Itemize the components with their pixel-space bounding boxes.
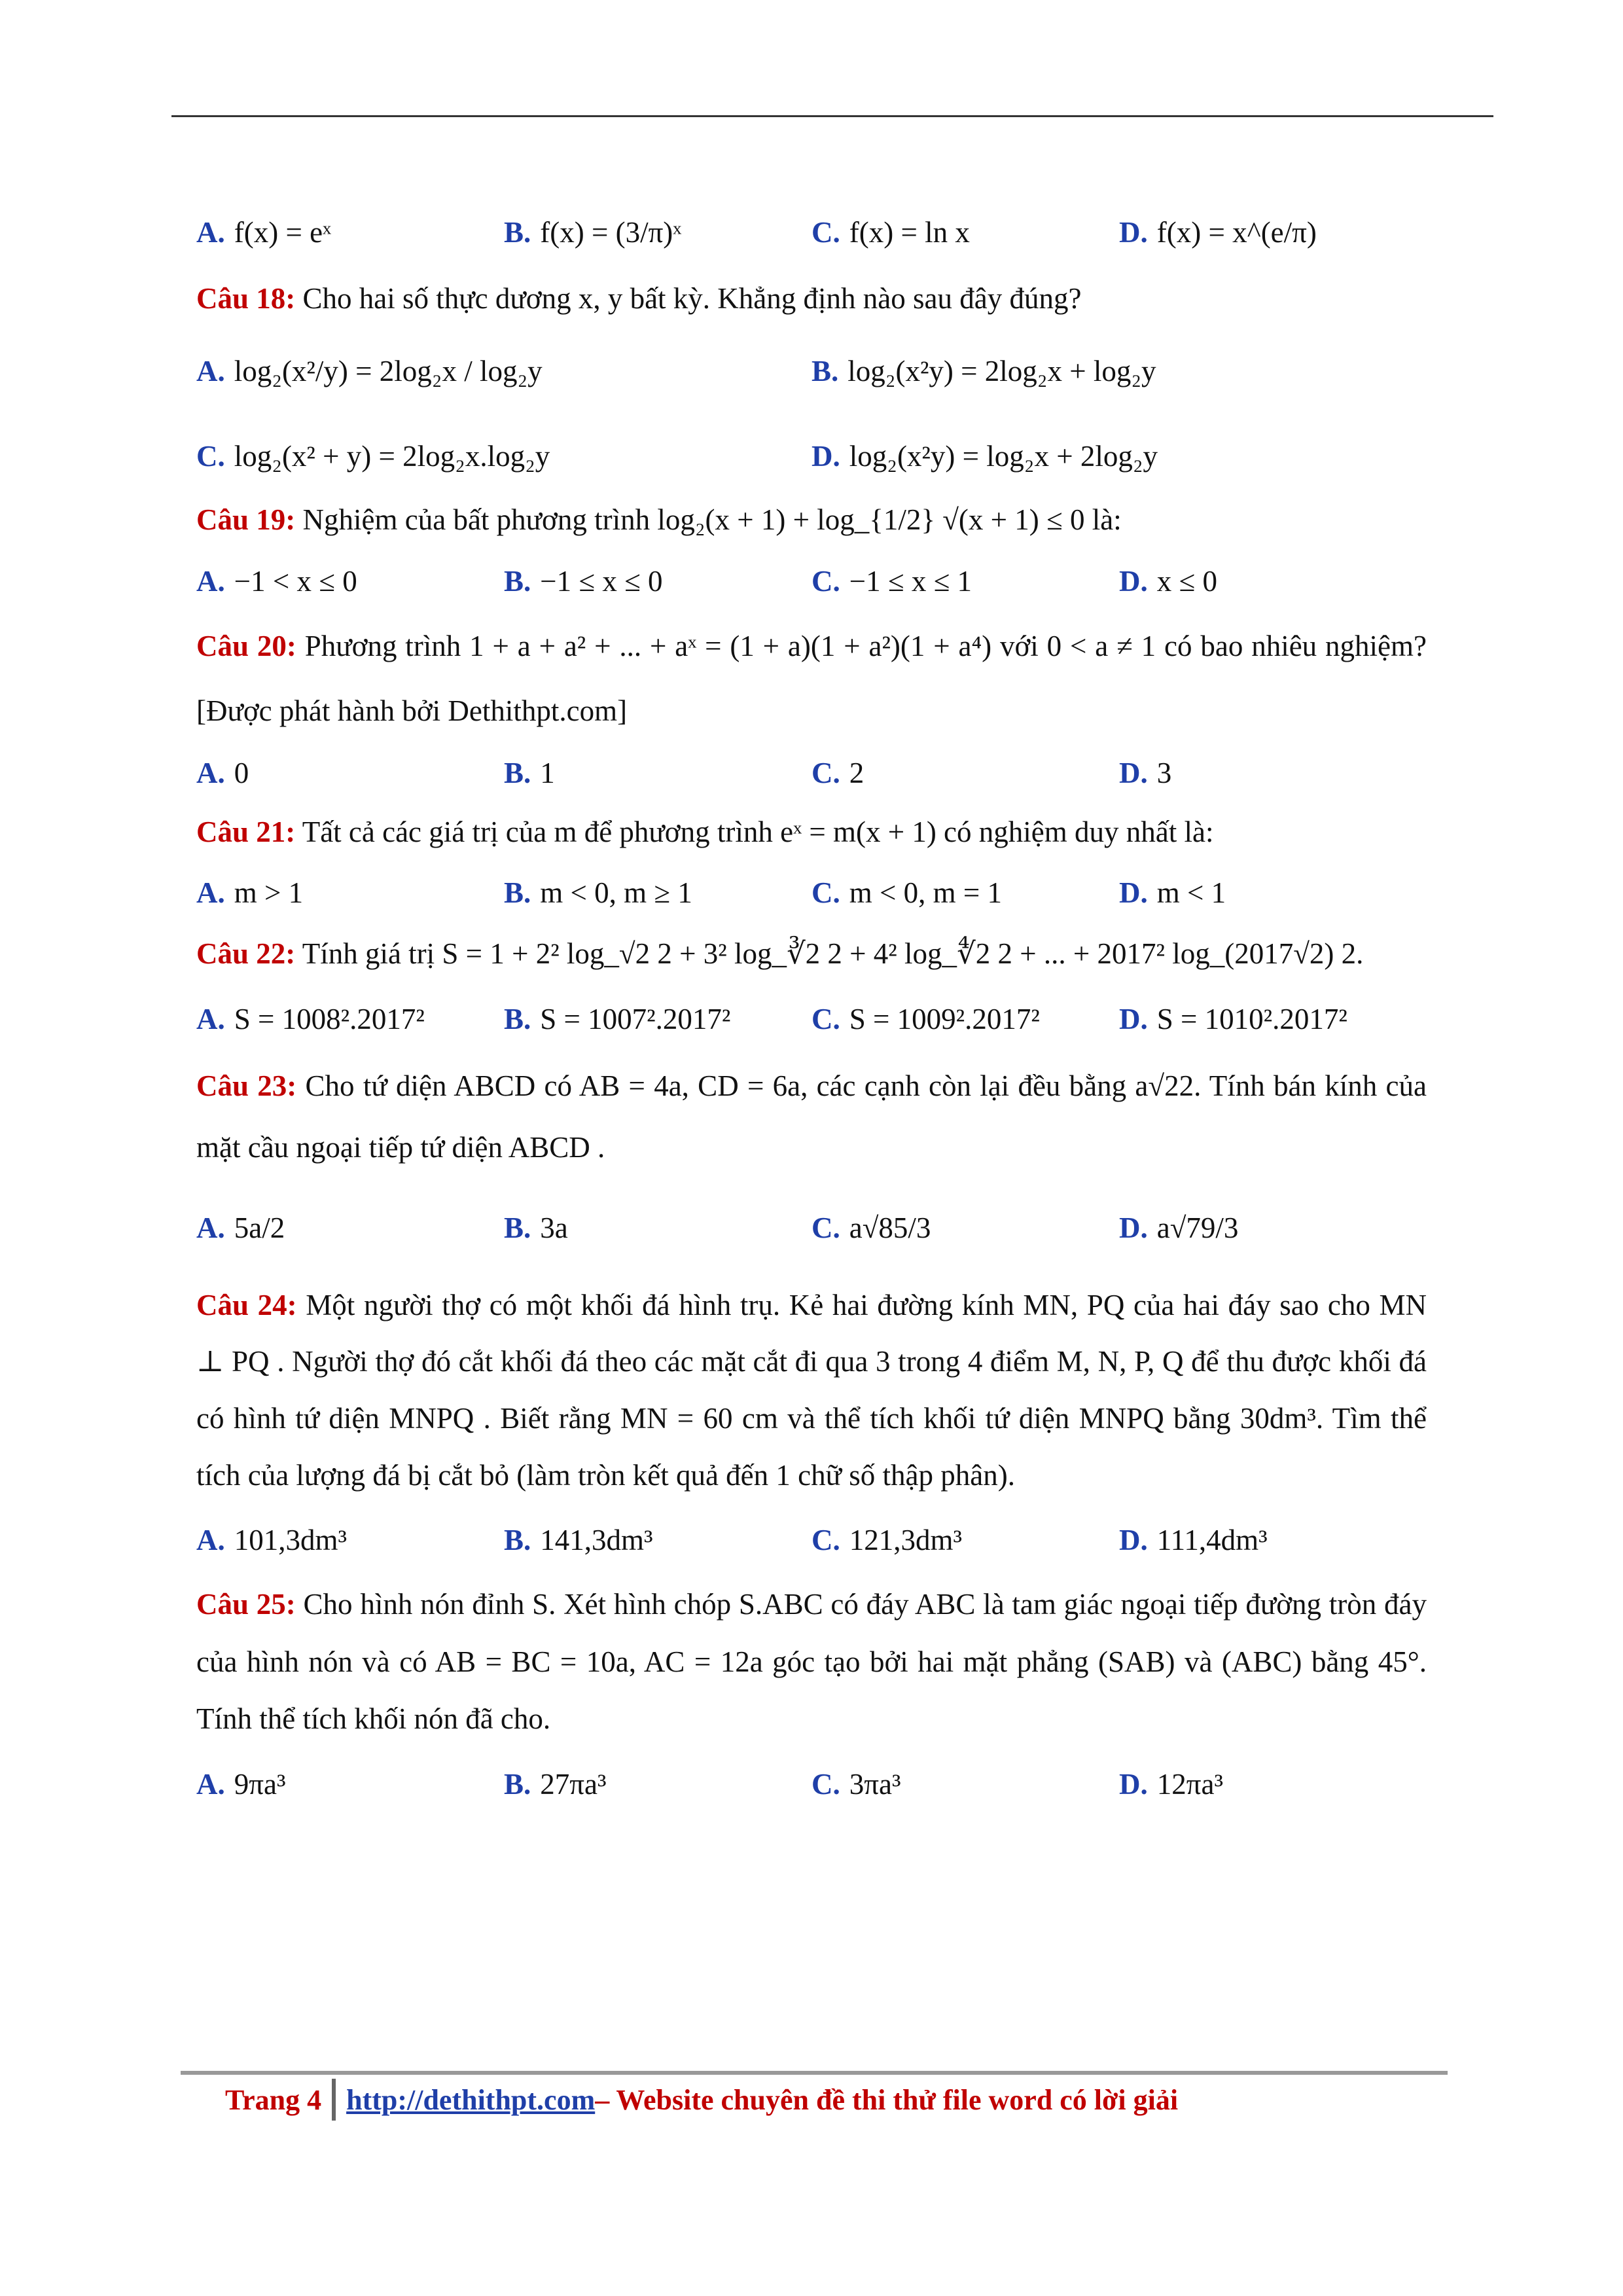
option-label: B. xyxy=(504,1211,531,1244)
question-formula: log₂(x + 1) + log_{1/2} √(x + 1) ≤ 0 xyxy=(657,503,1085,536)
q24-options xyxy=(196,1504,1427,1576)
option-text: 3a xyxy=(540,1211,568,1244)
option-text: a√85/3 xyxy=(849,1211,931,1244)
option-label: C. xyxy=(812,1768,840,1801)
option-label: A. xyxy=(196,876,225,909)
option-text: f(x) = (3/π)ˣ xyxy=(540,216,682,249)
option-label: D. xyxy=(1119,564,1148,598)
option-label: C. xyxy=(812,564,840,598)
option-text: m < 1 xyxy=(1156,876,1226,909)
q20-options xyxy=(196,744,1427,802)
option-text: x ≤ 0 xyxy=(1156,564,1217,598)
option-text: log₂(x²y) = log₂x + 2log₂y xyxy=(849,440,1158,473)
question-23 xyxy=(196,1055,1427,1179)
question-number: Câu 19: xyxy=(196,503,296,536)
exam-page xyxy=(196,190,1427,1820)
question-stem: Cho hình nón đỉnh S. Xét hình chóp S.ABC có đáy ABC là tam giác ngoại tiếp đường tròn đáy của hình nón và có AB = BC = 10a, AC = 12a góc tạo bởi hai mặt phẳng (SAB) và (ABC) bằng 45°. Tính thể tích khối nón đã cho. xyxy=(196,1587,1427,1736)
question-stem: Nghiệm của bất phương trình xyxy=(295,503,658,536)
option-d xyxy=(1119,564,1427,598)
option-b xyxy=(504,1523,812,1557)
q17-options xyxy=(196,190,1427,275)
option-d xyxy=(1119,1767,1427,1801)
option-text: log₂(x² + y) = 2log₂x.log₂y xyxy=(234,440,550,473)
option-text: m > 1 xyxy=(234,876,304,909)
option-text: 0 xyxy=(234,756,249,789)
option-label: C. xyxy=(812,756,840,789)
option-text: 121,3dm³ xyxy=(849,1523,962,1556)
question-number: Câu 20: xyxy=(196,629,296,662)
option-a xyxy=(196,1211,504,1245)
option-c xyxy=(812,215,1119,249)
page-number: Trang 4 xyxy=(225,2083,322,2116)
option-label: C. xyxy=(812,876,840,909)
option-text: f(x) = ln x xyxy=(849,216,970,249)
option-text: 141,3dm³ xyxy=(540,1523,653,1556)
option-label: D. xyxy=(812,440,840,473)
q19-options xyxy=(196,548,1427,614)
option-text: log₂(x²y) = 2log₂x + log₂y xyxy=(847,355,1156,387)
option-label: A. xyxy=(196,1768,225,1801)
question-number: Câu 23: xyxy=(196,1069,297,1102)
option-text: 9πa³ xyxy=(234,1768,286,1801)
option-d xyxy=(1119,215,1427,249)
option-label: C. xyxy=(196,440,225,473)
website-link[interactable]: http://dethithpt.com xyxy=(346,2083,596,2116)
option-text: −1 ≤ x ≤ 1 xyxy=(849,564,972,598)
option-text: log₂(x²/y) = 2log₂x / log₂y xyxy=(234,355,543,387)
option-label: A. xyxy=(196,355,225,387)
option-text: f(x) = eˣ xyxy=(234,216,332,249)
option-b xyxy=(504,876,812,910)
option-text: 5a/2 xyxy=(234,1211,285,1244)
option-label: C. xyxy=(812,1002,840,1035)
option-text: −1 < x ≤ 0 xyxy=(234,564,357,598)
option-text: 101,3dm³ xyxy=(234,1523,347,1556)
option-label: B. xyxy=(504,1002,531,1035)
option-b xyxy=(504,1767,812,1801)
option-label: B. xyxy=(504,1768,531,1801)
option-label: A. xyxy=(196,1002,225,1035)
option-label: A. xyxy=(196,756,225,789)
option-b xyxy=(812,354,1427,388)
option-text: 111,4dm³ xyxy=(1156,1523,1268,1556)
option-label: C. xyxy=(812,1211,840,1244)
option-b xyxy=(504,564,812,598)
question-number: Câu 22: xyxy=(196,937,296,970)
option-text: 1 xyxy=(540,756,555,789)
footer-bar xyxy=(181,2079,1448,2121)
option-d xyxy=(1119,876,1427,910)
option-c xyxy=(812,564,1119,598)
q21-options xyxy=(196,861,1427,924)
option-d xyxy=(812,439,1427,473)
q18-options-row1 xyxy=(196,322,1427,420)
option-a xyxy=(196,354,812,388)
option-d xyxy=(1119,1523,1427,1557)
option-a xyxy=(196,756,504,790)
option-text: S = 1007².2017² xyxy=(540,1002,731,1035)
option-text: S = 1010².2017² xyxy=(1156,1002,1347,1035)
option-text: f(x) = x^(e/π) xyxy=(1156,216,1317,249)
q23-options xyxy=(196,1179,1427,1277)
option-text: S = 1009².2017² xyxy=(849,1002,1040,1035)
question-25 xyxy=(196,1576,1427,1748)
footer-rule xyxy=(181,2071,1448,2075)
option-label: A. xyxy=(196,564,225,598)
option-label: B. xyxy=(812,355,839,387)
option-c xyxy=(812,1523,1119,1557)
option-c xyxy=(812,876,1119,910)
option-label: B. xyxy=(504,564,531,598)
option-a xyxy=(196,564,504,598)
option-text: −1 ≤ x ≤ 0 xyxy=(540,564,663,598)
question-20 xyxy=(196,614,1427,744)
option-label: D. xyxy=(1119,1768,1148,1801)
question-stem: Phương trình 1 + a + a² + ... + aˣ = (1 + a)(1 + a²)(1 + a⁴) với 0 < a ≠ 1 có bao nhiêu nghiệm?[Được phát hành bởi Dethithpt.com] xyxy=(196,629,1427,727)
header-rule xyxy=(171,115,1493,117)
footer-tagline: – Website chuyên đề thi thử file word có lời giải xyxy=(595,2083,1179,2116)
question-number: Câu 21: xyxy=(196,815,296,848)
question-number: Câu 25: xyxy=(196,1587,296,1621)
option-text: m < 0, m = 1 xyxy=(849,876,1003,909)
option-b xyxy=(504,1211,812,1245)
option-label: B. xyxy=(504,216,531,249)
footer-separator xyxy=(332,2079,336,2121)
option-d xyxy=(1119,756,1427,790)
question-19 xyxy=(196,492,1427,548)
q18-options-row2 xyxy=(196,420,1427,492)
option-text: 3πa³ xyxy=(849,1768,901,1801)
option-text: 27πa³ xyxy=(540,1768,607,1801)
option-text: 3 xyxy=(1156,756,1172,789)
option-label: D. xyxy=(1119,1002,1148,1035)
option-c xyxy=(196,439,812,473)
option-label: C. xyxy=(812,1523,840,1556)
question-stem: Một người thợ có một khối đá hình trụ. Kẻ hai đường kính MN, PQ của hai đáy sao cho MN ⊥ PQ . Người thợ đó cắt khối đá theo các mặt cắt đi qua 3 trong 4 điểm M, N, P, Q để thu được khối đá có hình tứ diện MNPQ . Biết rằng MN = 60 cm và thể tích khối tứ diện MNPQ bằng 30dm³. Tìm thể tích của lượng đá bị cắt bỏ (làm tròn kết quả đến 1 chữ số thập phân). xyxy=(196,1288,1427,1492)
option-b xyxy=(504,1002,812,1036)
option-d xyxy=(1119,1002,1427,1036)
question-22 xyxy=(196,924,1427,983)
option-label: D. xyxy=(1119,756,1148,789)
option-c xyxy=(812,1767,1119,1801)
question-21 xyxy=(196,802,1427,861)
option-label: C. xyxy=(812,216,840,249)
option-text: S = 1008².2017² xyxy=(234,1002,425,1035)
option-text: a√79/3 xyxy=(1156,1211,1239,1244)
option-a xyxy=(196,1002,504,1036)
page-footer xyxy=(181,2071,1448,2121)
question-stem-end: là: xyxy=(1084,503,1122,536)
option-text: 12πa³ xyxy=(1156,1768,1223,1801)
option-label: B. xyxy=(504,876,531,909)
option-label: B. xyxy=(504,756,531,789)
option-label: D. xyxy=(1119,216,1148,249)
option-b xyxy=(504,756,812,790)
question-stem: Tất cả các giá trị của m để phương trình eˣ = m(x + 1) có nghiệm duy nhất là: xyxy=(295,815,1214,848)
option-text: 2 xyxy=(849,756,865,789)
option-a xyxy=(196,876,504,910)
option-a xyxy=(196,1523,504,1557)
question-stem: Cho tứ diện ABCD có AB = 4a, CD = 6a, các cạnh còn lại đều bằng a√22. Tính bán kính của mặt cầu ngoại tiếp tứ diện ABCD . xyxy=(196,1069,1427,1164)
q25-options xyxy=(196,1748,1427,1820)
option-d xyxy=(1119,1211,1427,1245)
option-label: A. xyxy=(196,1523,225,1556)
q22-options xyxy=(196,983,1427,1055)
question-number: Câu 18: xyxy=(196,282,296,315)
question-number: Câu 24: xyxy=(196,1288,297,1321)
option-c xyxy=(812,1211,1119,1245)
option-text: m < 0, m ≥ 1 xyxy=(540,876,692,909)
option-label: A. xyxy=(196,1211,225,1244)
question-24 xyxy=(196,1277,1427,1504)
option-c xyxy=(812,756,1119,790)
option-label: D. xyxy=(1119,1211,1148,1244)
option-label: D. xyxy=(1119,876,1148,909)
question-18 xyxy=(196,275,1427,322)
question-stem: Cho hai số thực dương x, y bất kỳ. Khẳng định nào sau đây đúng? xyxy=(295,282,1082,315)
option-label: B. xyxy=(504,1523,531,1556)
option-label: D. xyxy=(1119,1523,1148,1556)
option-c xyxy=(812,1002,1119,1036)
question-stem: Tính giá trị S = 1 + 2² log_√2 2 + 3² log_∛2 2 + 4² log_∜2 2 + ... + 2017² log_(2017√2) 2. xyxy=(295,937,1364,970)
option-a xyxy=(196,1767,504,1801)
option-label: A. xyxy=(196,216,225,249)
option-b xyxy=(504,215,812,249)
option-a xyxy=(196,215,504,249)
